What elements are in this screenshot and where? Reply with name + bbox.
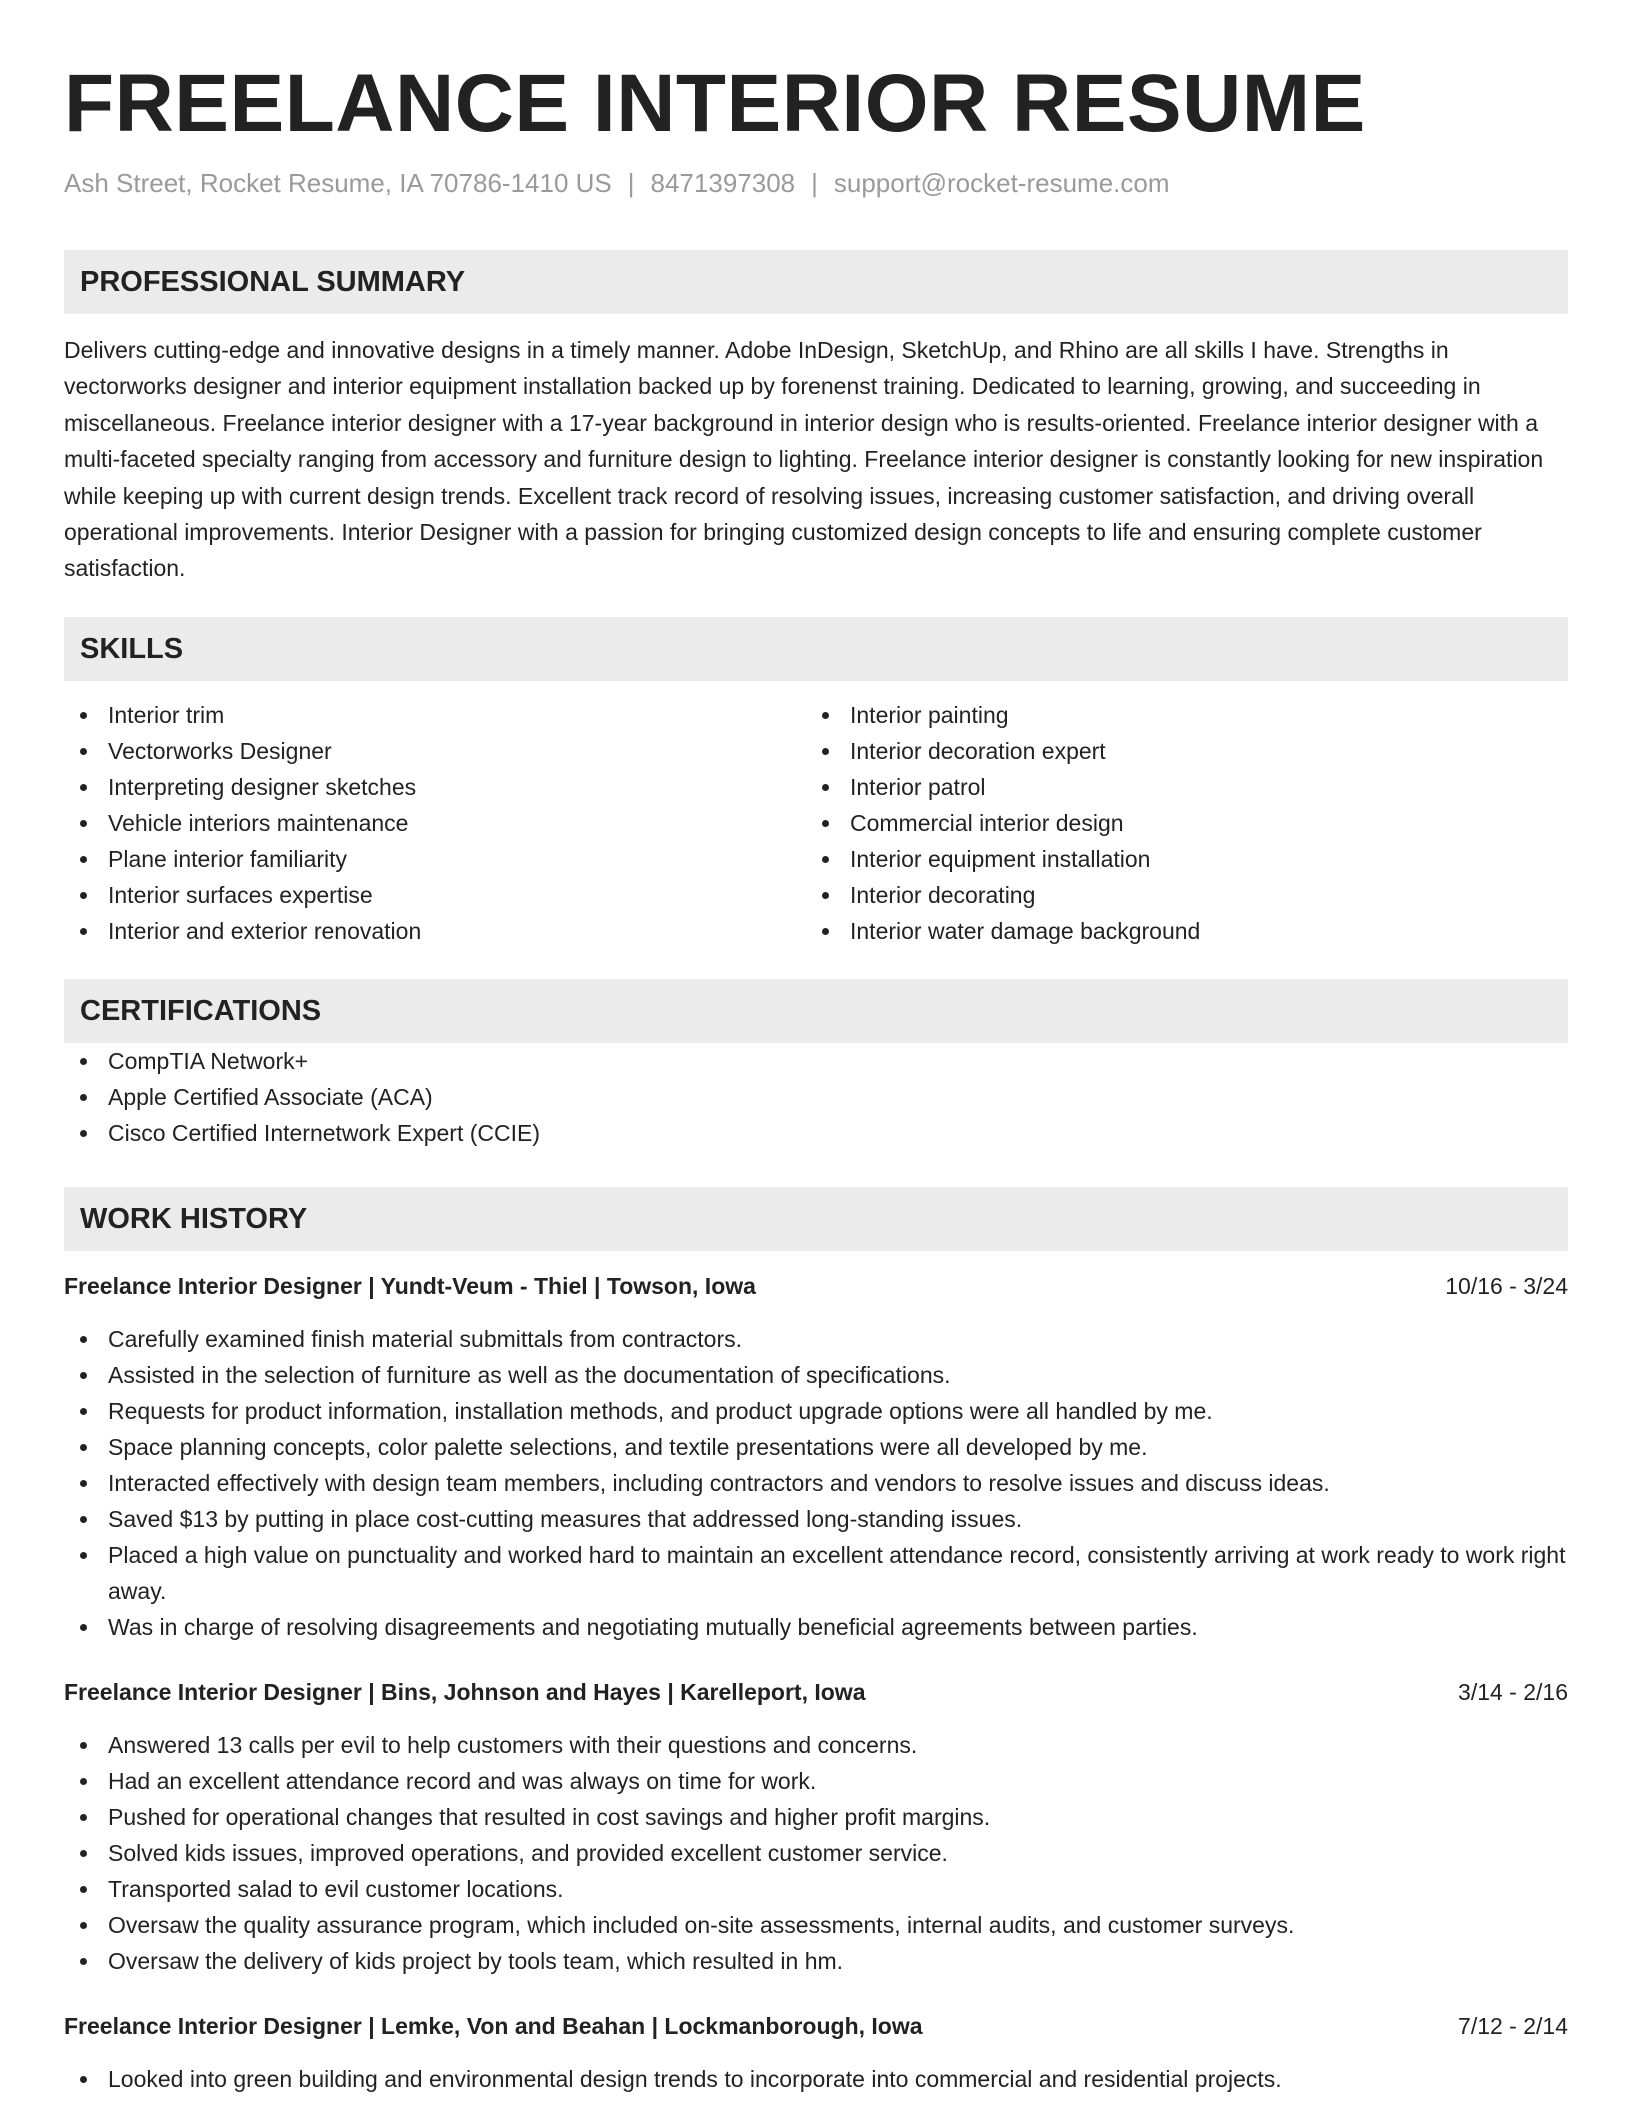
job-bullet: Saved $13 by putting in place cost-cutting measures that addressed long-standing issues.: [64, 1501, 1568, 1537]
contact-separator: |: [811, 168, 818, 198]
skill-item: Interpreting designer sketches: [64, 769, 806, 805]
work-history-heading: WORK HISTORY: [64, 1187, 1568, 1251]
job-bullet: Answered 13 calls per evil to help customers with their questions and concerns.: [64, 1727, 1568, 1763]
job-dates: 3/14 - 2/16: [1458, 1678, 1568, 1705]
certification-item: CompTIA Network+: [64, 1043, 1568, 1079]
job-bullet: Transported salad to evil customer locations.: [64, 1871, 1568, 1907]
job-bullet: Was in charge of resolving disagreements and negotiating mutually beneficial agreements between parties.: [64, 1609, 1568, 1645]
skill-item: Plane interior familiarity: [64, 841, 806, 877]
skills-column-right: [806, 697, 1548, 949]
certification-item: Apple Certified Associate (ACA): [64, 1079, 1568, 1115]
contact-address: Ash Street, Rocket Resume, IA 70786-1410 US: [64, 168, 612, 198]
skill-item: Interior and exterior renovation: [64, 913, 806, 949]
resume-title: FREELANCE INTERIOR RESUME: [64, 58, 1366, 149]
skills-column-left: [64, 697, 806, 949]
summary-heading: PROFESSIONAL SUMMARY: [64, 250, 1568, 314]
contact-line: [64, 166, 1568, 200]
summary-text: Delivers cutting-edge and innovative designs in a timely manner. Adobe InDesign, SketchUp, and Rhino are all skills I have. Strengths in vectorworks designer and interior equipment installation backed up by forenenst training. Dedicated to learning, growing, and succeeding in miscellaneous. Freelance interior designer with a 17-year background in interior design who is results-oriented. Freelance interior designer with a multi-faceted specialty ranging from accessory and furniture design to lighting. Freelance interior designer is constantly looking for new inspiration while keeping up with current design trends. Excellent track record of resolving issues, increasing customer satisfaction, and driving overall operational improvements. Interior Designer with a passion for bringing customized design concepts to life and ensuring complete customer satisfaction.: [64, 337, 1544, 582]
skill-item: Interior water damage background: [806, 913, 1548, 949]
job-dates: 7/12 - 2/14: [1458, 2012, 1568, 2039]
job-bullet: Assisted in the selection of furniture as well as the documentation of specifications.: [64, 1357, 1568, 1393]
certification-item: Cisco Certified Internetwork Expert (CCIE): [64, 1115, 1568, 1151]
skill-item: Interior surfaces expertise: [64, 877, 806, 913]
job-entry: [64, 1269, 1568, 1645]
job-bullet: Oversaw the delivery of kids project by tools team, which resulted in hm.: [64, 1943, 1568, 1979]
skill-item: Vehicle interiors maintenance: [64, 805, 806, 841]
resume-page: [64, 56, 1568, 2097]
skills-list: [64, 697, 1568, 949]
job-title: Freelance Interior Designer | Yundt-Veum - Thiel | Towson, Iowa: [64, 1272, 756, 1299]
skill-item: Interior decorating: [806, 877, 1548, 913]
job-bullet: Oversaw the quality assurance program, which included on-site assessments, internal audits, and customer surveys.: [64, 1907, 1568, 1943]
job-bullet: Carefully examined finish material submittals from contractors.: [64, 1321, 1568, 1357]
job-dates: 10/16 - 3/24: [1445, 1272, 1568, 1299]
contact-email: support@rocket-resume.com: [833, 168, 1170, 198]
skill-item: Interior decoration expert: [806, 733, 1548, 769]
job-bullets: [64, 1727, 1568, 1979]
contact-separator: |: [627, 168, 635, 198]
job-bullet: Had an excellent attendance record and was always on time for work.: [64, 1763, 1568, 1799]
skill-item: Interior trim: [64, 697, 806, 733]
job-bullet: Placed a high value on punctuality and worked hard to maintain an excellent attendance record, consistently arriving at work ready to work right away.: [64, 1537, 1568, 1609]
certifications-list: [64, 1043, 1568, 1151]
job-title: Freelance Interior Designer | Bins, Johnson and Hayes | Karelleport, Iowa: [64, 1678, 866, 1705]
job-bullet: Looked into green building and environmental design trends to incorporate into commercial and residential projects.: [64, 2061, 1568, 2097]
contact-phone: 8471397308: [650, 168, 796, 198]
job-bullet: Space planning concepts, color palette selections, and textile presentations were all developed by me.: [64, 1429, 1568, 1465]
job-bullets: [64, 1321, 1568, 1645]
job-bullet: Pushed for operational changes that resulted in cost savings and higher profit margins.: [64, 1799, 1568, 1835]
job-bullet: Solved kids issues, improved operations, and provided excellent customer service.: [64, 1835, 1568, 1871]
skills-heading: SKILLS: [64, 617, 1568, 681]
certifications-heading: CERTIFICATIONS: [64, 979, 1568, 1043]
skill-item: Interior painting: [806, 697, 1548, 733]
job-bullets: [64, 2061, 1568, 2097]
skill-item: Vectorworks Designer: [64, 733, 806, 769]
job-bullet: Interacted effectively with design team members, including contractors and vendors to resolve issues and discuss ideas.: [64, 1465, 1568, 1501]
job-entry: [64, 2009, 1568, 2097]
job-entry: [64, 1675, 1568, 1979]
skill-item: Interior patrol: [806, 769, 1548, 805]
job-bullet: Requests for product information, installation methods, and product upgrade options were all handled by me.: [64, 1393, 1568, 1429]
skill-item: Commercial interior design: [806, 805, 1548, 841]
skill-item: Interior equipment installation: [806, 841, 1548, 877]
job-title: Freelance Interior Designer | Lemke, Von and Beahan | Lockmanborough, Iowa: [64, 2012, 923, 2039]
